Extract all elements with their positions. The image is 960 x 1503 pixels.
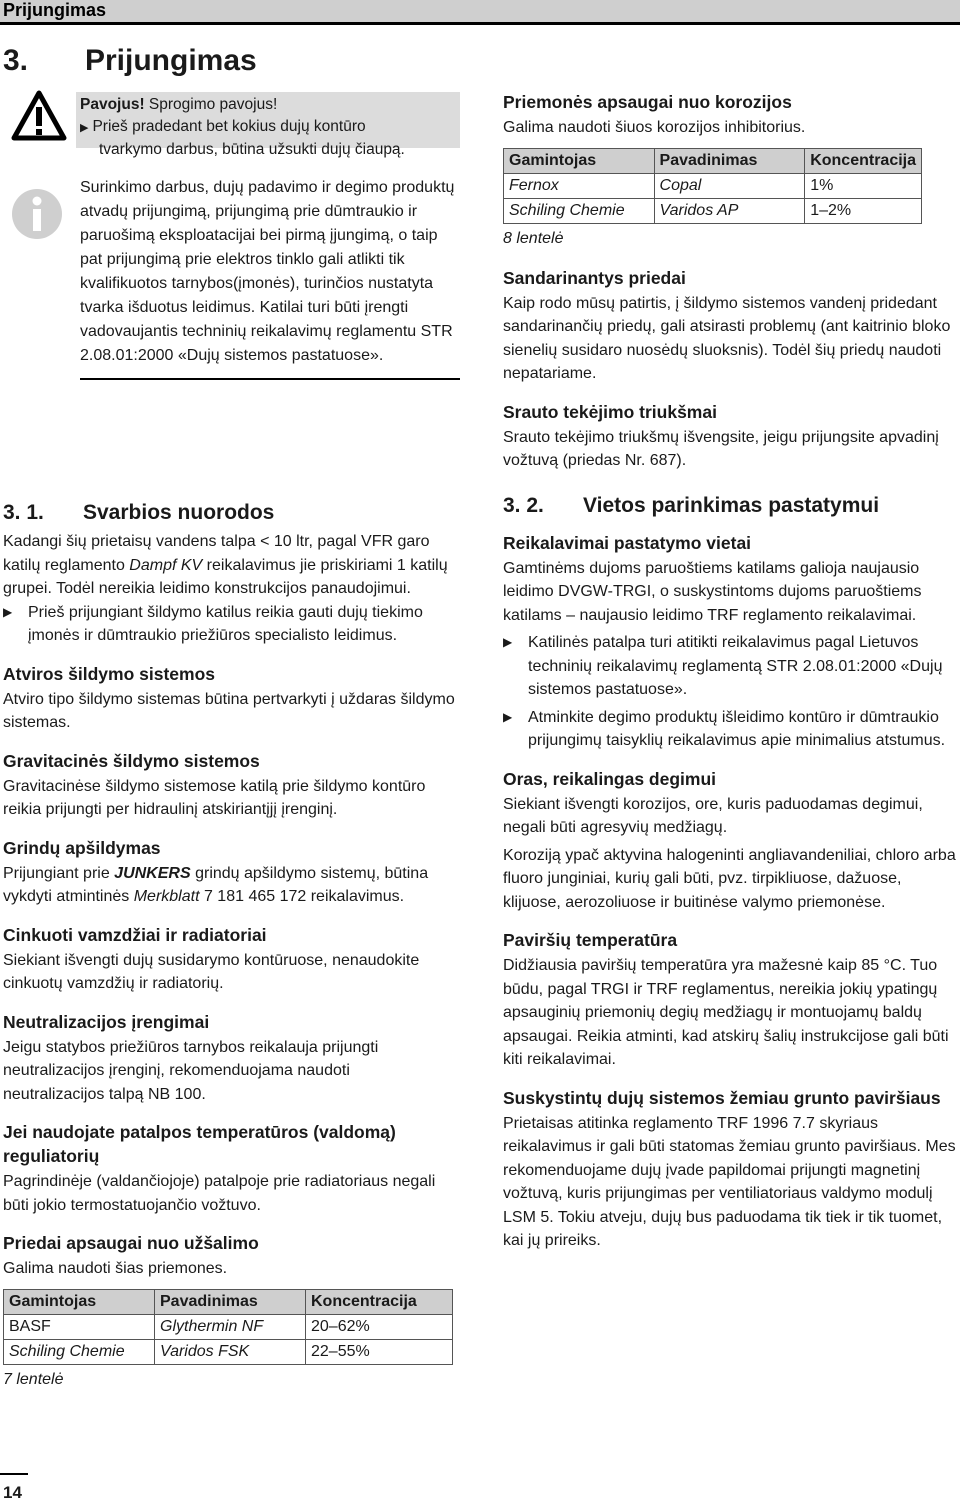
s31-text-b: reikalavimus jie priskiriami 1 katilų grupei. Todėl nereikia leidimo konstrukcijos panaudojimui.: [3, 556, 448, 597]
priedai-heading: Priedai apsaugai nuo užšalimo: [3, 1233, 259, 1253]
reikalavimai-text: Gamtinėms dujoms paruoštiems katilams galioja naujausio leidimo DVGW-TRGI, o suskystintoms dujoms paruoštiems katilams – naujausio leidimo TRF reglamento reikalavimai.: [503, 559, 922, 624]
table-cell: BASF: [4, 1314, 155, 1339]
table-header-cell: Koncentracija: [306, 1289, 453, 1314]
table-cell: Glythermin NF: [155, 1314, 306, 1339]
s31-paragraph: [3, 530, 455, 601]
oras-heading: Oras, reikalingas degimui: [503, 768, 716, 789]
table-cell: 1%: [805, 173, 922, 198]
table-cell: Varidos AP: [654, 198, 805, 223]
right-column: [503, 90, 958, 1253]
suskystintu-text: Prietaisas atitinka reglamento TRF 1996 7.7 skyriaus reikalavimus ir gali būti statomas žemiau grunto paviršiaus. Mes rekomenduojame dujų įvade papildomai prijungti magnetinį vožtuvą, kuris prijungimas per ventiliatoriaus valdymo modulį LSM 5. Tokiu atveju, dujų bus paduodama tik tiek ir tik tuomet, kai jų prireiks.: [503, 1114, 956, 1249]
table-header-row: [4, 1289, 453, 1314]
patalpos-text: Pagrindinėje (valdančiojoje) patalpoje prie radiatoriaus negali būti jokio termostatuojančio vožtuvo.: [3, 1173, 436, 1214]
suskystintu-heading: Suskystintų dujų sistemos žemiau grunto paviršiaus: [503, 1087, 941, 1108]
bullet-arrow-icon: ▶: [80, 122, 89, 134]
oras-text-2: Koroziją ypač aktyvina halogeninti angliavandeniliai, chloro arba fluoro junginiai, kurių gali būti, pvz. tirpikliuose, dažuose, klijuose, aerozoliuose ir buitinėse valymo priemonėse.: [503, 846, 956, 911]
info-block: [3, 176, 455, 486]
table-header-cell: Pavadinimas: [155, 1289, 306, 1314]
pavirsiu-text: Didžiausia paviršių temperatūra yra mažesnė kaip 85 °C. Tuo būdu, pagal TRGI ir TRF reglamentus, nereikia jokių ypatingų apsauginių priemonių degių medžiagų ir montuojamų baldų apsaugai. Reikia atminti, kad atskirų šalių instrukcijose gali būti kiti reikalavimai.: [503, 957, 949, 1068]
table-8: [503, 148, 922, 224]
warning-lead-rest: Sprogimo pavojus!: [144, 96, 278, 113]
table-header-row: [504, 148, 922, 173]
table-header-cell: Pavadinimas: [654, 148, 805, 173]
table-cell: Copal: [654, 173, 805, 198]
gravitacines-text: Gravitacinėse šildymo sistemose katilą prie šildymo kontūro reikia prijungti per hidraulinį atskiriantįjį įrenginį.: [3, 777, 426, 818]
patalpos-heading: Jei naudojate patalpos temperatūros (valdomą) reguliatorių: [3, 1122, 396, 1166]
s31-bullet: ▶ Prieš prijungiant šildymo katilus reikia gauti dujų tiekimo įmonės ir dūmtraukio priežiūros specialisto leidimus.: [3, 601, 455, 648]
warning-box: [76, 92, 460, 158]
table-row: [504, 198, 922, 223]
warning-bullet-line1: Prieš pradedant bet kokius dujų kontūro: [92, 118, 366, 135]
korozijos-heading: Priemonės apsaugai nuo korozijos: [503, 92, 792, 112]
table-row: [4, 1339, 453, 1364]
section-title: Vietos parinkimas pastatymui: [583, 493, 880, 517]
table-cell: Varidos FSK: [155, 1339, 306, 1364]
srauto-heading: Srauto tekėjimo triukšmai: [503, 401, 717, 422]
reikalavimai-bullet-1: ▶ Katilinės patalpa turi atitikti reikalavimus pagal Lietuvos techninių reikalavimų reglamentą STR 2.08.01:2000 «Dujų sistemos pastatuose».: [503, 631, 958, 702]
reikalavimai-heading: Reikalavimai pastatymo vietai: [503, 532, 752, 553]
running-header-title: Prijungimas: [3, 0, 107, 20]
table-7: [3, 1289, 453, 1365]
page-number: 14: [3, 1483, 22, 1502]
table-row: [504, 173, 922, 198]
table-cell: Schiling Chemie: [504, 198, 655, 223]
section-title: Svarbios nuorodos: [83, 501, 275, 524]
table-cell: 20–62%: [306, 1314, 453, 1339]
grindu-text: [3, 862, 455, 909]
sandarinantys-heading: Sandarinantys priedai: [503, 267, 686, 288]
table-8-caption: 8 lentelė: [503, 229, 564, 247]
table-cell: Fernox: [504, 173, 655, 198]
table-cell: 22–55%: [306, 1339, 453, 1364]
pavirsiu-heading: Paviršių temperatūra: [503, 930, 678, 950]
warning-lead: Pavojus!: [80, 96, 145, 113]
cinkuoti-text: Siekiant išvengti dujų susidarymo kontūruose, nenaudokite cinkuotų vamzdžių ir radiatorių.: [3, 951, 420, 992]
warning-block: [3, 90, 455, 176]
chapter-number: 3.: [3, 44, 29, 77]
junkers-brand: JUNKERS: [114, 864, 191, 882]
grindu-heading: Grindų apšildymas: [3, 837, 161, 858]
table-cell: 1–2%: [805, 198, 922, 223]
warning-triangle-icon: [11, 90, 67, 142]
grindu-text-a: Prijungiant prie: [3, 864, 115, 882]
gravitacines-heading: Gravitacinės šildymo sistemos: [3, 750, 260, 771]
s31-text-a: Kadangi šių prietaisų vandens talpa < 10 ltr, pagal VFR garo katilų reglamento: [3, 533, 430, 574]
merkblatt-italic: Merkblatt: [133, 888, 200, 905]
reikalavimai-bullet-2: ▶ Atminkite degimo produktų išleidimo kontūro ir dūmtraukio prijungimų taisyklių reikalavimus apie minimalius atstumus.: [503, 706, 958, 753]
section-number: 3. 2.: [503, 493, 544, 517]
neutralizacijos-heading: Neutralizacijos įrengimai: [3, 1011, 210, 1032]
section-3-1-heading: [3, 500, 455, 526]
priedai-text: Galima naudoti šias priemones.: [3, 1260, 228, 1277]
table-header-cell: Gamintojas: [4, 1289, 155, 1314]
section-number: 3. 1.: [3, 501, 44, 524]
table-row: [4, 1314, 453, 1339]
s31-italic: Dampf KV: [129, 556, 203, 574]
info-text: Surinkimo darbus, dujų padavimo ir degimo produktų atvadų prijungimą, prijungimą prie dūmtraukio ir paruošimą eksploatacijai bei pirmą įjungimą, o taip pat prijungimą prie elektros tinklo gali atlikti tik kvalifikuotos tarnybos(įmonės), turinčios nustatyta tvarka išduotus leidimus. Katilai turi būti įrengti vadovaujantis techninių reikalavimų reglamentu STR 2.08.01:2000 «Dujų sistemos pastatuose».: [80, 176, 460, 380]
table-header-cell: Gamintojas: [504, 148, 655, 173]
oras-text-1: Siekiant išvengti korozijos, ore, kuris paduodamas degimui, negali būti agresyvių medžiagų.: [503, 795, 923, 836]
atviros-heading: Atviros šildymo sistemos: [3, 663, 216, 684]
chapter-title: Prijungimas: [85, 44, 257, 77]
neutralizacijos-text: Jeigu statybos priežiūros tarnybos reikalauja prijungti neutralizacijos įrenginį, rekomenduojama naudoti neutralizacijos talpą NB 100.: [3, 1038, 379, 1103]
sandarinantys-text: Kaip rodo mūsų patirtis, į šildymo sistemos vandenį pridedant sandarinančių priedų, gali atsirasti problemų (ant kaitrinio bloko sienelių susidaro nuosėdų sluoksnis). Todėl šių priedų naudoti nepatariame.: [503, 294, 951, 382]
page-title: [3, 44, 257, 78]
table-header-cell: Koncentracija: [805, 148, 922, 173]
left-column: [3, 90, 455, 1389]
table-7-caption: 7 lentelė: [3, 1370, 64, 1388]
table-cell: Schiling Chemie: [4, 1339, 155, 1364]
grindu-text-b: grindų apšildymo sistemų, būtina vykdyti atmintinės: [3, 864, 429, 905]
info-icon: [11, 188, 63, 240]
running-header: [0, 0, 960, 25]
srauto-text: Srauto tekėjimo triukšmų išvengsite, jeigu prijungsite apvadinį vožtuvą (priedas Nr. 687).: [503, 428, 939, 469]
atviros-text: Atviro tipo šildymo sistemas būtina pertvarkyti į uždaras šildymo sistemas.: [3, 690, 455, 731]
section-3-2-heading: [503, 493, 958, 519]
footer-rule: [0, 1473, 28, 1475]
cinkuoti-heading: Cinkuoti vamzdžiai ir radiatoriai: [3, 924, 267, 945]
grindu-text-c: 7 181 465 172 reikalavimus.: [199, 888, 405, 905]
korozijos-text: Galima naudoti šiuos korozijos inhibitorius.: [503, 119, 806, 136]
warning-bullet-line2: tvarkymo darbus, būtina užsukti dujų čiaupą.: [99, 141, 405, 158]
